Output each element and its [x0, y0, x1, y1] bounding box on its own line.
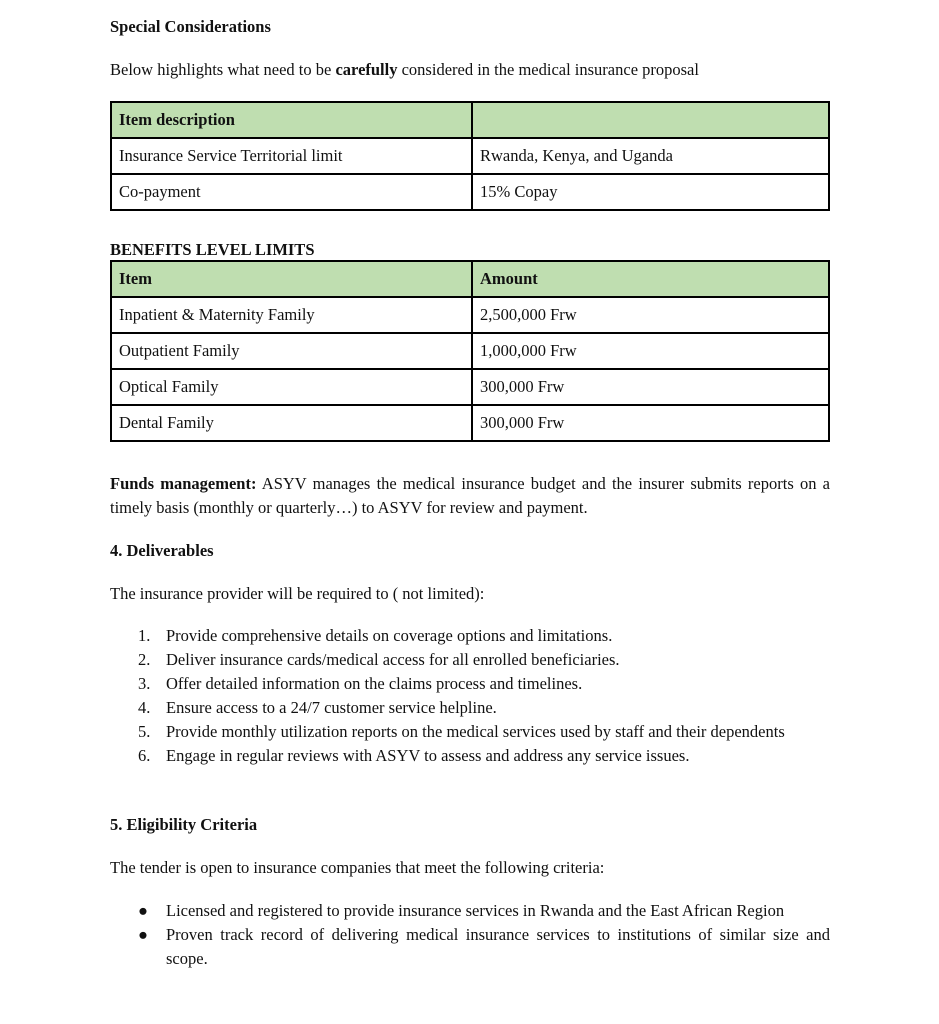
special-considerations-heading: Special Considerations: [110, 17, 271, 36]
list-number: 6.: [138, 746, 151, 765]
list-item-text: Licensed and registered to provide insurance services in Rwanda and the East African Region: [166, 901, 785, 920]
table-cell: 15% Copay: [472, 174, 829, 210]
deliverables-intro: The insurance provider will be required to ( not limited):: [110, 584, 485, 603]
list-item: [110, 720, 830, 744]
table-header-cell: Amount: [472, 261, 829, 297]
deliverables-list: [110, 624, 830, 768]
funds-management-paragraph: [110, 472, 830, 520]
table-row: [111, 297, 829, 333]
table-cell: Co-payment: [111, 174, 472, 210]
table-cell: Insurance Service Territorial limit: [111, 138, 472, 174]
table-header-cell: Item description: [111, 102, 472, 138]
special-considerations-table: [110, 101, 830, 211]
table-cell: Outpatient Family: [111, 333, 472, 369]
list-item: [110, 744, 830, 768]
list-item: [110, 648, 830, 672]
list-item: [110, 672, 830, 696]
table-cell: 300,000 Frw: [472, 405, 829, 441]
funds-management-text: ASYV manages the medical insurance budget and the insurer submits reports on a timely basis (monthly or quarterly…) to ASYV for review and payment.: [110, 474, 830, 517]
funds-management-label: Funds management:: [110, 474, 257, 493]
list-item: [110, 624, 830, 648]
list-item-text: Deliver insurance cards/medical access for all enrolled beneficiaries.: [166, 650, 620, 669]
list-number: 3.: [138, 674, 151, 693]
table-header-cell: Item: [111, 261, 472, 297]
list-item-text: Engage in regular reviews with ASYV to assess and address any service issues.: [166, 746, 690, 765]
table-header-row: [111, 102, 829, 138]
intro-text: Below highlights what need to be: [110, 60, 336, 79]
list-number: 2.: [138, 650, 151, 669]
table-header-row: [111, 261, 829, 297]
table-cell: Optical Family: [111, 369, 472, 405]
table-cell: Dental Family: [111, 405, 472, 441]
list-item-text: Ensure access to a 24/7 customer service helpline.: [166, 698, 497, 717]
bullet-icon: ●: [138, 925, 148, 944]
list-item: [110, 696, 830, 720]
table-row: [111, 138, 829, 174]
list-number: 1.: [138, 626, 151, 645]
list-item-text: Offer detailed information on the claims process and timelines.: [166, 674, 583, 693]
list-item: [110, 923, 830, 971]
intro-text-end: considered in the medical insurance proposal: [397, 60, 699, 79]
table-cell: Inpatient & Maternity Family: [111, 297, 472, 333]
table-cell: Rwanda, Kenya, and Uganda: [472, 138, 829, 174]
deliverables-heading: 4. Deliverables: [110, 541, 214, 560]
list-item: [110, 899, 830, 923]
eligibility-intro: The tender is open to insurance companies that meet the following criteria:: [110, 858, 605, 877]
table-cell: 1,000,000 Frw: [472, 333, 829, 369]
eligibility-list: [110, 899, 830, 971]
list-item-text: Provide monthly utilization reports on the medical services used by staff and their dependents: [166, 722, 785, 741]
list-number: 4.: [138, 698, 151, 717]
table-cell: 2,500,000 Frw: [472, 297, 829, 333]
bullet-icon: ●: [138, 901, 148, 920]
list-item-text: Proven track record of delivering medical insurance services to institutions of similar size and scope.: [166, 925, 830, 968]
list-number: 5.: [138, 722, 151, 741]
table-row: [111, 369, 829, 405]
special-considerations-intro: [110, 58, 699, 82]
list-item-text: Provide comprehensive details on coverage options and limitations.: [166, 626, 613, 645]
benefits-table: [110, 260, 830, 442]
table-row: [111, 405, 829, 441]
table-row: [111, 174, 829, 210]
benefits-heading: BENEFITS LEVEL LIMITS: [110, 240, 315, 259]
eligibility-heading: 5. Eligibility Criteria: [110, 815, 258, 834]
table-header-cell: [472, 102, 829, 138]
table-row: [111, 333, 829, 369]
intro-emphasis: carefully: [335, 60, 398, 79]
table-cell: 300,000 Frw: [472, 369, 829, 405]
